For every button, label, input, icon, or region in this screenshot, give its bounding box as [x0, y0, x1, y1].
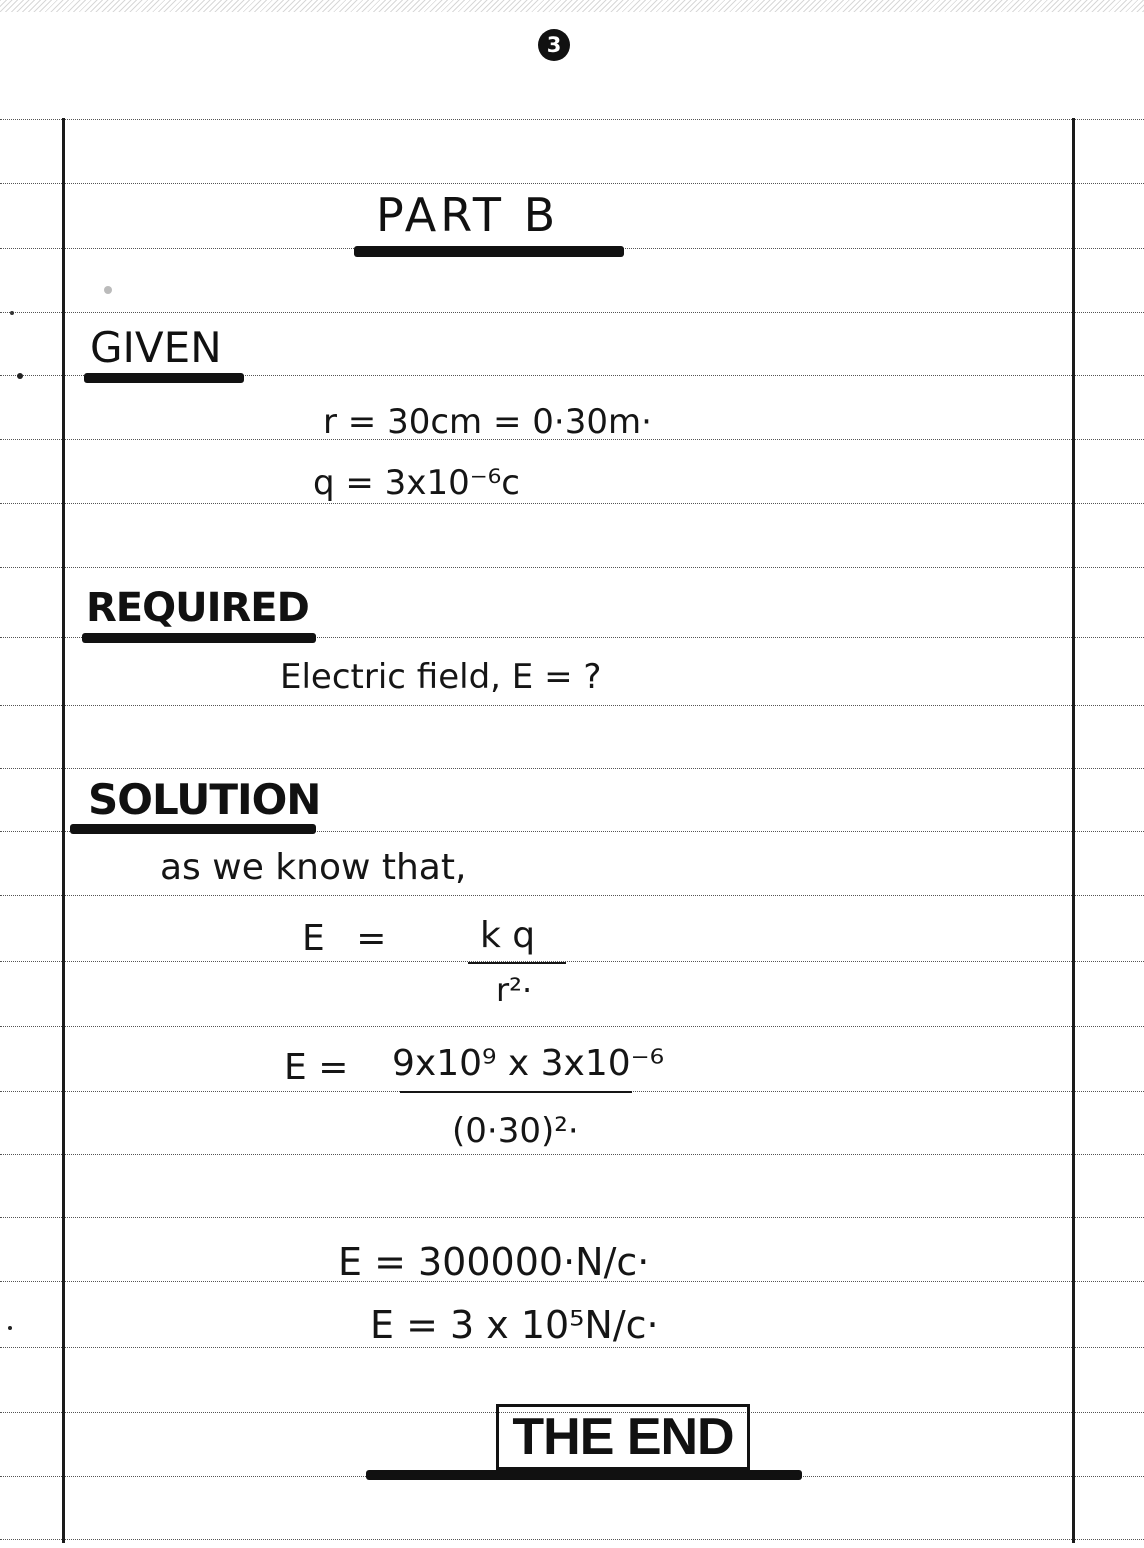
required-line: Electric field, E = ? [280, 657, 602, 697]
scan-speck [104, 286, 112, 294]
formula-numerator: k q [480, 915, 536, 956]
scan-speck [10, 311, 14, 315]
page-number-badge: 3 [538, 29, 570, 61]
formula-denominator: r²· [496, 971, 533, 1009]
substitution-numerator: 9x10⁹ x 3x10⁻⁶ [392, 1043, 665, 1084]
substitution-denominator: (0·30)²· [452, 1111, 579, 1151]
solution-intro: as we know that, [160, 847, 467, 888]
page-title: PART B [376, 188, 560, 242]
the-end-box: THE END [496, 1404, 750, 1470]
required-heading: REQUIRED [86, 585, 309, 631]
scan-speck [17, 373, 23, 379]
given-radius-line: r = 30cm = 0·30m· [323, 402, 652, 442]
result-scientific: E = 3 x 10⁵N/c· [370, 1303, 659, 1347]
scan-speck [8, 1326, 12, 1330]
formula-lhs: E = [302, 918, 387, 959]
given-heading: GIVEN [90, 323, 222, 372]
solution-heading: SOLUTION [88, 775, 321, 824]
given-charge-line: q = 3x10⁻⁶c [313, 463, 520, 503]
result-decimal: E = 300000·N/c· [338, 1240, 650, 1284]
substitution-lhs: E = [284, 1047, 349, 1088]
